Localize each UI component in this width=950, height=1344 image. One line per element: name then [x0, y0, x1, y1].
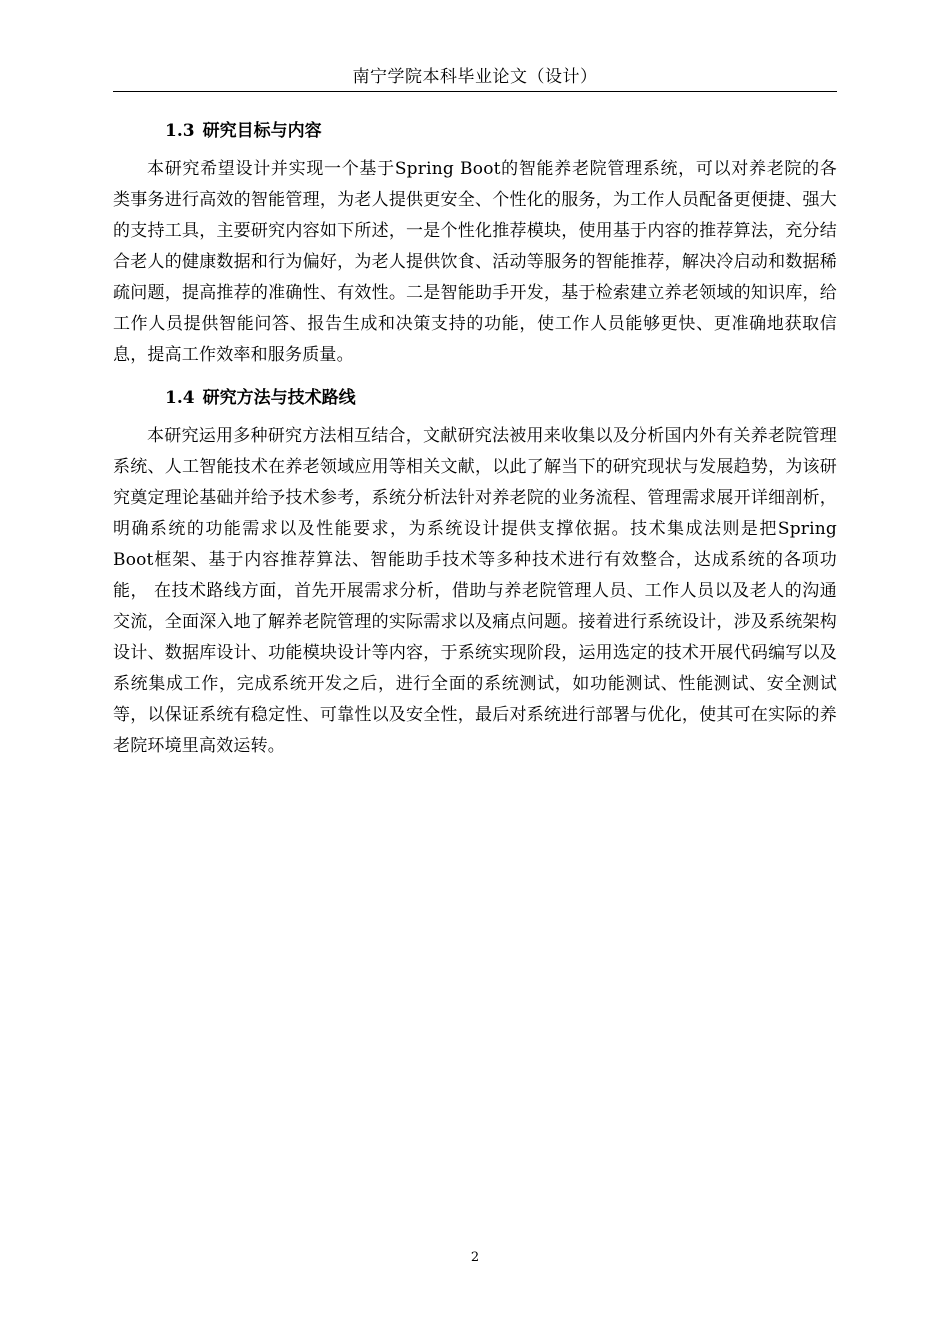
- paragraph-research-goals: 本研究希望设计并实现一个基于Spring Boot的智能养老院管理系统，可以对养老院的各类事务进行高效的智能管理，为老人提供更安全、个性化的服务，为工作人员配备更便捷、强大的支持工具，主要研究内容如下所述，一是个性化推荐模块，使用基于内容的推荐算法，充分结合老人的健康数据和行为偏好，为老人提供饮食、活动等服务的智能推荐，解决冷启动和数据稀疏问题，提高推荐的准确性、有效性。二是智能助手开发，基于检索建立养老领域的知识库，给工作人员提供智能问答、报告生成和决策支持的功能，使工作人员能够更快、更准确地获取信息，提高工作效率和服务质量。: [113, 159, 837, 365]
- section-title: 研究方法与技术路线: [202, 388, 356, 408]
- paragraph-research-methods: 本研究运用多种研究方法相互结合，文献研究法被用来收集以及分析国内外有关养老院管理系统、人工智能技术在养老领域应用等相关文献，以此了解当下的研究现状与发展趋势，为该研究奠定理论基础并给予技术参考，系统分析法针对养老院的业务流程、管理需求展开详细剖析，明确系统的功能需求以及性能要求，为系统设计提供支撑依据。技术集成法则是把Spring Boot框架、基于内容推荐算法、智能助手技术等多种技术进行有效整合，达成系统的各项功能， 在技术路线方面，首先开展需求分析，借助与养老院管理人员、工作人员以及老人的沟通交流，全面深入地了解养老院管理的实际需求以及痛点问题。接着进行系统设计，涉及系统架构设计、数据库设计、功能模块设计等内容，于系统实现阶段，运用选定的技术开展代码编写以及系统集成工作，完成系统开发之后，进行全面的系统测试，如功能测试、性能测试、安全测试等，以保证系统有稳定性、可靠性以及安全性，最后对系统进行部署与优化，使其可在实际的养老院环境里高效运转。: [113, 426, 837, 756]
- page-body: [113, 112, 837, 762]
- running-header: 南宁学院本科毕业论文（设计）: [352, 67, 598, 87]
- page-number: 2: [470, 1250, 480, 1265]
- section-heading-1-3: [113, 112, 837, 150]
- section-number: 1.4: [165, 388, 195, 408]
- section-heading-1-4: [113, 379, 837, 417]
- section-title: 研究目标与内容: [202, 121, 322, 141]
- header-rule: [113, 91, 837, 92]
- section-number: 1.3: [165, 121, 195, 141]
